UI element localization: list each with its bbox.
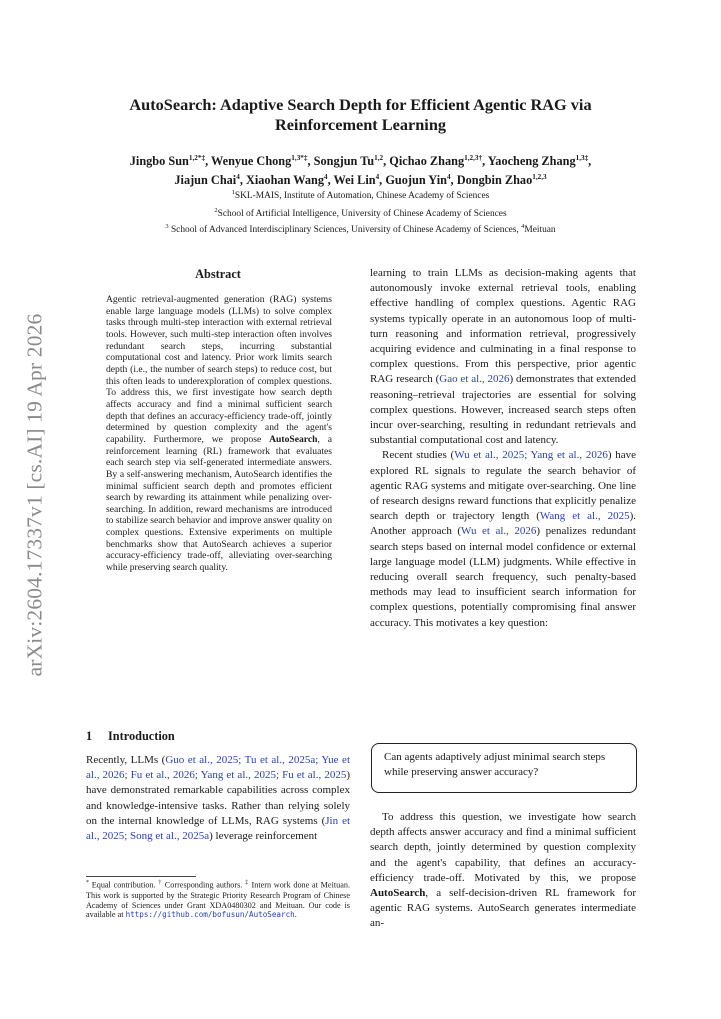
author-name: Wei Lin (333, 173, 376, 188)
author-sup: 4 (375, 173, 380, 182)
section-title: Introduction (108, 729, 175, 743)
author-name: Qichao Zhang (389, 154, 465, 169)
footnote-rule (86, 876, 196, 877)
right-column-text (370, 266, 636, 631)
abstract-body (106, 294, 332, 574)
author-name: Xiaohan Wang (245, 173, 325, 188)
paragraph (370, 810, 636, 932)
affiliation-text: SKL-MAIS, Institute of Automation, Chinese Academy of Sciences (234, 191, 490, 202)
abstract-heading: Abstract (195, 267, 241, 281)
section-number: 1 (86, 729, 93, 743)
affiliation-1 (60, 187, 661, 202)
author-sep: , (383, 154, 390, 169)
author-sep: , (307, 154, 314, 169)
footnote-symbol: * (86, 880, 89, 886)
author-sep: , (482, 154, 488, 169)
paper-title (80, 95, 641, 135)
body-text: ) penalizes redundant search steps based on internal model confidence or external large language model (LLM) judgments. While effective in reducing overall search frequency, such penalty-based methods may lead to insufficient search information for complex questions, potentially compromising final answer accuracy. This motivates a key question: (370, 525, 636, 629)
author-sup: 4 (446, 173, 451, 182)
author-name: Dongbin Zhao (456, 173, 533, 188)
citation-link[interactable]: Wu et al., 2026 (461, 525, 537, 538)
paragraph (370, 448, 636, 630)
affiliation-sup: 1 (231, 189, 235, 196)
affiliation-text: Meituan (524, 225, 556, 236)
author-sep: , (588, 154, 592, 169)
affiliation-sup: 2 (214, 207, 218, 214)
author-name: Songjun Tu (313, 154, 375, 169)
footnote-text: . (294, 910, 297, 920)
section-heading (86, 729, 175, 744)
citation-link[interactable]: Gao et al., 2026 (439, 373, 510, 386)
author-name: Jiajun Chai (174, 173, 237, 188)
body-text: To address this question, we investigate how search depth affects answer accuracy and find a minimal sufficient search depth, jointly determined by question complexity and the agent's capability, that defines an accuracy-efficiency trade-off. Motivated by this, we propose (370, 811, 636, 884)
body-text: ) have demonstrated remarkable capabilities across complex and knowledge-intensive tasks. Rather than relying solely on the internal knowledge of LLMs, RAG systems ( (86, 769, 350, 827)
author-sep: , (450, 173, 457, 188)
author-sep: , (205, 154, 211, 169)
method-name: AutoSearch (269, 433, 318, 445)
affiliation-sup: 3 (165, 223, 169, 230)
body-text: ) have explored RL signals to regulate the search behavior of agentic RAG systems and mitigate over-searching. One line of research designs reward functions that explicitly penalize search depth or trajectory length ( (370, 449, 636, 523)
author-line-2 (60, 169, 661, 188)
body-text: learning to train LLMs as decision-making agents that autonomously invoke external retrieval tools, enabling effective handling of complex questions. Agentic RAG systems typically operate in an autonomous loop of multi-turn reasoning and information retrieval, progressively acquiring evidence and culminating in a final response to complex questions. From this perspective, prior agentic RAG research ( (370, 267, 636, 386)
author-name: Guojun Yin (385, 173, 447, 188)
footnote (86, 879, 350, 920)
right-column-text-2 (370, 810, 636, 932)
abstract-text: Agentic retrieval-augmented generation (RAG) systems enable large language models (LLMs) to solve complex tasks through multi-step interaction with external retrieval tools. However, such multi-step interaction often involves redundant search steps, incurring substantial computational cost and latency. Prior work limits search depth (i.e., the number of search steps) to reduce cost, but this often leads to underexploration of complex questions. To address this, we first investigate how search depth affects accuracy and find a minimal sufficient search depth that defines an accuracy-efficiency trade-off, jointly determined by question complexity and the agent's capability. Furthermore, we propose (106, 294, 332, 445)
citation-link[interactable]: Wang et al., 2025 (539, 510, 630, 523)
body-text: ) demonstrates that extended reasoning–retrieval trajectories are essential for solving complex questions. However, increased search steps often incur over-searching, resulting in redundant retrievals and substantial computational cost and latency. (370, 373, 637, 447)
title-line-2: Reinforcement Learning (274, 115, 447, 134)
author-sup: 1,2,3 (532, 173, 547, 182)
method-name: AutoSearch (370, 887, 426, 900)
citation-link[interactable]: Guo et al., 2025; Tu et al., 2025a; Yue et al., 2026; Fu et al., 2026; Yang et al., 2025; Fu et al., 2025 (86, 754, 350, 782)
body-text: Recent studies ( (382, 449, 455, 462)
author-list (60, 150, 661, 188)
body-text: Recently, LLMs ( (86, 754, 166, 766)
affiliation-text: School of Artificial Intelligence, University of Chinese Academy of Sciences (217, 209, 507, 220)
author-sup: 1,2*‡ (188, 154, 206, 162)
key-question-box (371, 743, 637, 793)
author-sep: , (327, 173, 334, 188)
author-sup: 1,2,3† (464, 154, 483, 162)
body-text: ). Another approach ( (370, 510, 636, 538)
citation-link[interactable]: Jin et al., 2025; Song et al., 2025a (86, 814, 351, 843)
author-line-1 (60, 150, 661, 169)
footnote-text: Equal contribution. (89, 880, 159, 890)
author-name: Yaocheng Zhang (487, 154, 576, 169)
paragraph (370, 266, 636, 448)
body-text: ) leverage reinforcement (209, 830, 318, 843)
body-text: , a self-decision-driven RL framework for agentic RAG systems. AutoSearch generates intermediate an- (370, 887, 636, 930)
affiliation-text: School of Advanced Interdisciplinary Sciences, University of Chinese Academy of Sciences, (168, 225, 522, 236)
footnote-text: Corresponding authors. (162, 880, 246, 890)
author-sup: 1,2 (374, 154, 384, 162)
author-sep: , (239, 173, 246, 188)
arxiv-stamp (22, 300, 48, 690)
abstract-text: , a reinforcement learning (RL) framework that evaluates each search step via self-generated intermediate answers. By a self-answering mechanism, AutoSearch identifies the minimal sufficient search depth and promotes efficient search by rewarding its attainment while penalizing over-searching. In addition, reward mechanisms are introduced to stabilize search behavior and improve answer quality on complex questions. Extensive experiments on multiple benchmarks show that AutoSearch achieves a superior accuracy-efficiency trade-off, alleviating over-searching while preserving search quality. (106, 433, 332, 574)
author-sup: 1,3*‡ (291, 154, 308, 162)
title-line-1: AutoSearch: Adaptive Search Depth for Efficient Agentic RAG via (129, 95, 592, 114)
footnote-text: Intern work done at Meituan. This work is supported by the Strategic Priority Research Program of Chinese Academy of Sciences under Grant XDA0480302 and Meituan. Our code is available at (86, 880, 350, 920)
affiliation-2 (60, 205, 661, 220)
affiliation-3 (60, 221, 661, 236)
author-sup: 1,3‡ (575, 154, 589, 162)
code-url-link[interactable]: https://github.com/bofusun/AutoSearch (125, 910, 295, 920)
author-sup: 4 (236, 173, 240, 182)
affiliation-sup: 4 (521, 223, 525, 230)
author-name: Wenyue Chong (211, 154, 292, 169)
citation-link[interactable]: Wu et al., 2025; Yang et al., 2026 (454, 449, 608, 462)
author-name: Jingbo Sun (129, 154, 189, 169)
intro-paragraph-1 (86, 753, 350, 844)
author-sup: 4 (324, 173, 328, 182)
footnote-symbol: ‡ (245, 880, 249, 886)
footnote-symbol: † (158, 880, 163, 886)
arxiv-stamp-text: arXiv:2604.17337v1 [cs.AI] 19 Apr 2026 (22, 313, 47, 677)
key-question-text: Can agents adaptively adjust minimal search steps while preserving answer accuracy? (384, 751, 606, 779)
author-sep: , (379, 173, 386, 188)
